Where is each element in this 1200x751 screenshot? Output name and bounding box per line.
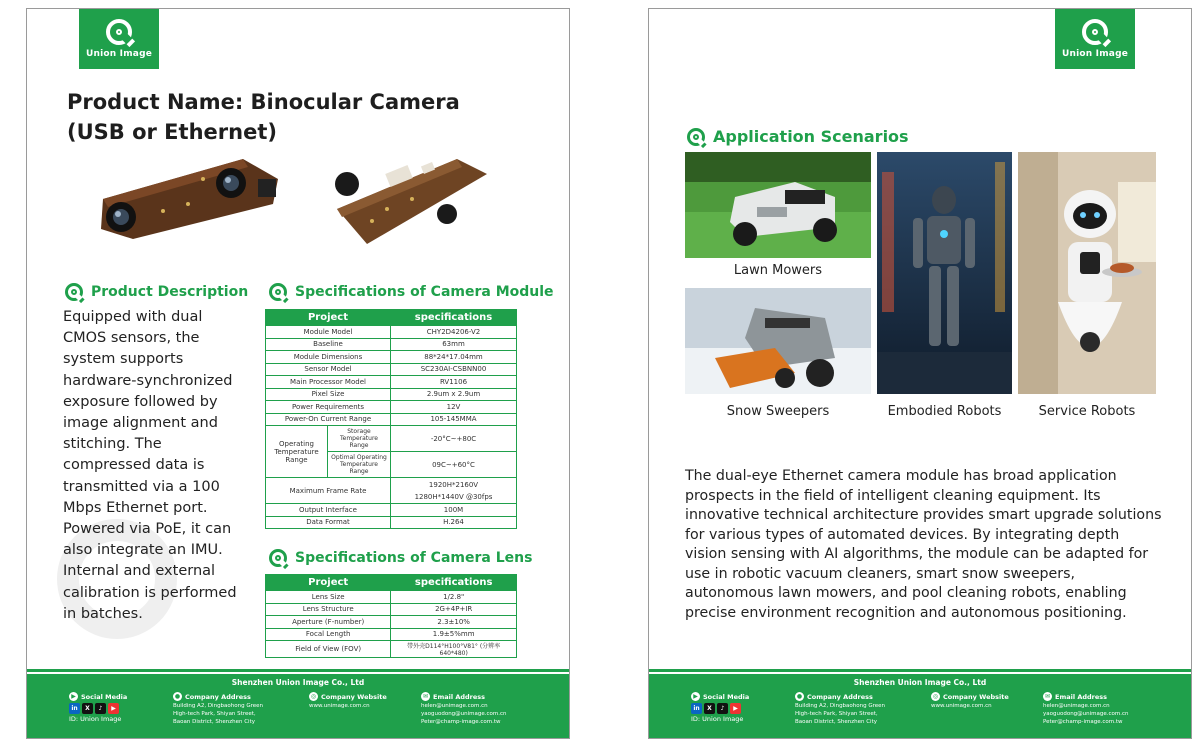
footer-company-name: Shenzhen Union Image Co., Ltd bbox=[231, 678, 365, 687]
footer-address-label: Company Address bbox=[807, 692, 873, 701]
footer-address bbox=[795, 692, 885, 726]
footer-website-label: Company Website bbox=[321, 692, 387, 701]
tiktok-icon[interactable]: ♪ bbox=[717, 703, 728, 714]
table-cell: Sensor Model bbox=[266, 363, 391, 376]
address-line: Baoan District, Shenzhen City bbox=[173, 719, 255, 725]
logo-mark-icon bbox=[106, 19, 132, 45]
social-icons bbox=[691, 703, 749, 714]
snow-sweeper-image bbox=[685, 288, 871, 394]
union-image-logo bbox=[79, 9, 159, 69]
email-link[interactable]: yaoguodong@unimage.com.cn bbox=[1043, 711, 1129, 717]
address-line: High-tech Park, Shiyan Street, bbox=[795, 711, 878, 717]
table-cell: 88*24*17.04mm bbox=[391, 351, 517, 364]
section-logo-icon bbox=[687, 128, 705, 146]
camera-back-image bbox=[327, 149, 497, 249]
table-row bbox=[266, 401, 517, 414]
module-spec-heading bbox=[269, 283, 554, 301]
table-cell: 1.9±5%mm bbox=[391, 628, 517, 641]
module-spec-table bbox=[265, 309, 517, 529]
location-pin-icon: ● bbox=[796, 692, 803, 700]
email-link[interactable]: Peter@champ-image.com.tw bbox=[421, 719, 501, 725]
table-row bbox=[266, 363, 517, 376]
table-cell: 2.9um x 2.9um bbox=[391, 388, 517, 401]
section-logo-icon bbox=[269, 283, 287, 301]
table-cell: Main Processor Model bbox=[266, 376, 391, 389]
footer-social-label: Social Media bbox=[703, 692, 750, 701]
table-row bbox=[266, 426, 517, 452]
x-icon[interactable]: X bbox=[82, 703, 93, 714]
footer-social bbox=[691, 692, 749, 723]
lens-spec-heading-text: Specifications of Camera Lens bbox=[295, 550, 533, 566]
table-cell: 63mm bbox=[391, 338, 517, 351]
application-scenarios-heading-text: Application Scenarios bbox=[713, 127, 909, 146]
table-cell: 105-145MMA bbox=[391, 413, 517, 426]
module-spec-heading-text: Specifications of Camera Module bbox=[295, 284, 554, 300]
footer-email-label: Email Address bbox=[433, 692, 486, 701]
embodied-robot-image bbox=[877, 152, 1012, 394]
logo-mark-icon bbox=[1082, 19, 1108, 45]
table-cell: Focal Length bbox=[266, 628, 391, 641]
service-robot-image bbox=[1018, 152, 1156, 394]
table-row bbox=[266, 603, 517, 616]
footer-address-label: Company Address bbox=[185, 692, 251, 701]
section-logo-icon bbox=[65, 283, 83, 301]
social-icons bbox=[69, 703, 127, 714]
scene-label: Snow Sweepers bbox=[726, 404, 830, 419]
logo-text: Union Image bbox=[85, 49, 153, 59]
email-icon: ✉ bbox=[422, 692, 429, 700]
email-link[interactable]: Peter@champ-image.com.tw bbox=[1043, 719, 1123, 725]
table-cell: Module Dimensions bbox=[266, 351, 391, 364]
table-row bbox=[266, 478, 517, 504]
website-link[interactable]: www.unimage.com.cn bbox=[931, 703, 992, 709]
table-cell: Module Model bbox=[266, 326, 391, 339]
table-cell: Lens Size bbox=[266, 591, 391, 604]
table-row bbox=[266, 628, 517, 641]
address-line: Baoan District, Shenzhen City bbox=[795, 719, 877, 725]
table-header: Project bbox=[266, 575, 391, 591]
brochure-page-left bbox=[26, 8, 570, 739]
table-row bbox=[266, 376, 517, 389]
youtube-icon[interactable]: ▶ bbox=[108, 703, 119, 714]
footer-email bbox=[1043, 692, 1129, 726]
footer-social-label: Social Media bbox=[81, 692, 128, 701]
table-cell: -20°C~+80C bbox=[391, 426, 517, 452]
table-cell: Pixel Size bbox=[266, 388, 391, 401]
table-cell: 2.3±10% bbox=[391, 616, 517, 629]
table-cell: Power-On Current Range bbox=[266, 413, 391, 426]
table-cell: H.264 bbox=[391, 516, 517, 529]
email-link[interactable]: helen@unimage.com.cn bbox=[1043, 703, 1110, 709]
footer-website bbox=[309, 692, 387, 710]
table-cell: 12V bbox=[391, 401, 517, 414]
table-cell: Lens Structure bbox=[266, 603, 391, 616]
union-image-logo bbox=[1055, 9, 1135, 69]
linkedin-icon[interactable]: in bbox=[69, 703, 80, 714]
table-header: specifications bbox=[391, 575, 517, 591]
address-line: Building A2, Dingbaohong Green bbox=[795, 703, 886, 709]
linkedin-icon[interactable]: in bbox=[691, 703, 702, 714]
table-row bbox=[266, 388, 517, 401]
email-link[interactable]: helen@unimage.com.cn bbox=[421, 703, 488, 709]
globe-icon: ◎ bbox=[932, 692, 939, 700]
table-cell: Storage Temperature Range bbox=[328, 426, 391, 452]
footer-website-label: Company Website bbox=[943, 692, 1009, 701]
table-cell: Data Format bbox=[266, 516, 391, 529]
table-row bbox=[266, 516, 517, 529]
lens-spec-table bbox=[265, 574, 517, 658]
table-cell: SC230AI-CSBNN00 bbox=[391, 363, 517, 376]
product-description-heading-text: Product Description bbox=[91, 284, 249, 300]
scene-label: Embodied Robots bbox=[887, 404, 1002, 419]
table-cell: Maximum Frame Rate bbox=[266, 478, 391, 504]
table-cell bbox=[391, 478, 517, 504]
product-description-text: Equipped with dual CMOS sensors, the system supports hardware-synchronized exposure followed by image alignment and stitching. The compressed data is transmitted via a 100 Mbps Ethernet port. Powered via PoE, it can also integrate an IMU. Internal and external calibration is performed in batches. bbox=[63, 309, 237, 622]
table-row bbox=[266, 616, 517, 629]
table-cell: 2G+4P+IR bbox=[391, 603, 517, 616]
table-row bbox=[266, 641, 517, 658]
table-row bbox=[266, 504, 517, 517]
product-description-heading bbox=[65, 283, 248, 301]
play-icon: ▶ bbox=[691, 692, 700, 701]
table-cell: Output Interface bbox=[266, 504, 391, 517]
footer-company-name: Shenzhen Union Image Co., Ltd bbox=[853, 678, 987, 687]
footer-social bbox=[69, 692, 127, 723]
footer bbox=[27, 674, 569, 738]
address-line: Building A2, Dingbaohong Green bbox=[173, 703, 264, 709]
location-pin-icon: ● bbox=[174, 692, 181, 700]
footer-id: ID: Union Image bbox=[691, 715, 744, 723]
lawn-mower-image bbox=[685, 152, 871, 258]
table-cell: Aperture (F-number) bbox=[266, 616, 391, 629]
frame-rate-value: 1280H*1440V @30fps bbox=[414, 492, 493, 501]
footer-email bbox=[421, 692, 507, 726]
logo-text: Union Image bbox=[1061, 49, 1129, 59]
table-cell: 09C~+60°C bbox=[391, 452, 517, 478]
table-cell: 1/2.8" bbox=[391, 591, 517, 604]
table-cell: Power Requirements bbox=[266, 401, 391, 414]
table-header: Project bbox=[266, 310, 391, 326]
product-title: Product Name: Binocular Camera (USB or Ethernet) bbox=[67, 90, 460, 144]
table-cell: Optimal Operating Temperature Range bbox=[328, 452, 391, 478]
application-scenarios-heading bbox=[687, 127, 909, 146]
table-row bbox=[266, 338, 517, 351]
table-row bbox=[266, 413, 517, 426]
table-row bbox=[266, 326, 517, 339]
brochure-page-right bbox=[648, 8, 1192, 739]
footer-email-label: Email Address bbox=[1055, 692, 1108, 701]
scene-label: Service Robots bbox=[1038, 404, 1136, 419]
table-row bbox=[266, 351, 517, 364]
table-row bbox=[266, 591, 517, 604]
table-cell: Baseline bbox=[266, 338, 391, 351]
section-logo-icon bbox=[269, 549, 287, 567]
tiktok-icon[interactable]: ♪ bbox=[95, 703, 106, 714]
globe-icon: ◎ bbox=[310, 692, 317, 700]
camera-front-image bbox=[93, 149, 283, 239]
lens-spec-heading bbox=[269, 549, 532, 567]
youtube-icon[interactable]: ▶ bbox=[730, 703, 741, 714]
email-link[interactable]: yaoguodong@unimage.com.cn bbox=[421, 711, 507, 717]
website-link[interactable]: www.unimage.com.cn bbox=[309, 703, 370, 709]
play-icon: ▶ bbox=[69, 692, 78, 701]
table-cell: RV1106 bbox=[391, 376, 517, 389]
table-cell: 带外壳D114°H100°V81° (分辨率640*480) bbox=[391, 641, 517, 658]
table-header: specifications bbox=[391, 310, 517, 326]
footer bbox=[649, 674, 1191, 738]
address-line: High-tech Park, Shiyan Street, bbox=[173, 711, 256, 717]
table-cell: CHY2D4206-V2 bbox=[391, 326, 517, 339]
table-cell: Operating Temperature Range bbox=[266, 426, 328, 478]
email-icon: ✉ bbox=[1044, 692, 1051, 700]
table-cell: Field of View (FOV) bbox=[266, 641, 391, 658]
frame-rate-value: 1920H*2160V bbox=[428, 480, 479, 489]
table-cell: 100M bbox=[391, 504, 517, 517]
footer-divider bbox=[27, 669, 569, 672]
footer-id: ID: Union Image bbox=[69, 715, 122, 723]
application-description: The dual-eye Ethernet camera module has broad application prospects in the field of intelligent cleaning equipment. Its innovative technical architecture provides smart upgrade solutions for various types of automated devices. By integrating depth vision sensing with AI algorithms, the module can be adapted for use in robotic vacuum cleaners, smart snow sweepers, autonomous lawn mowers, and pool cleaning robots, enabling precise environment recognition and autonomous positioning. bbox=[685, 468, 1162, 621]
scene-label: Lawn Mowers bbox=[733, 263, 823, 278]
footer-divider bbox=[649, 669, 1191, 672]
x-icon[interactable]: X bbox=[704, 703, 715, 714]
footer-address bbox=[173, 692, 263, 726]
footer-website bbox=[931, 692, 1009, 710]
